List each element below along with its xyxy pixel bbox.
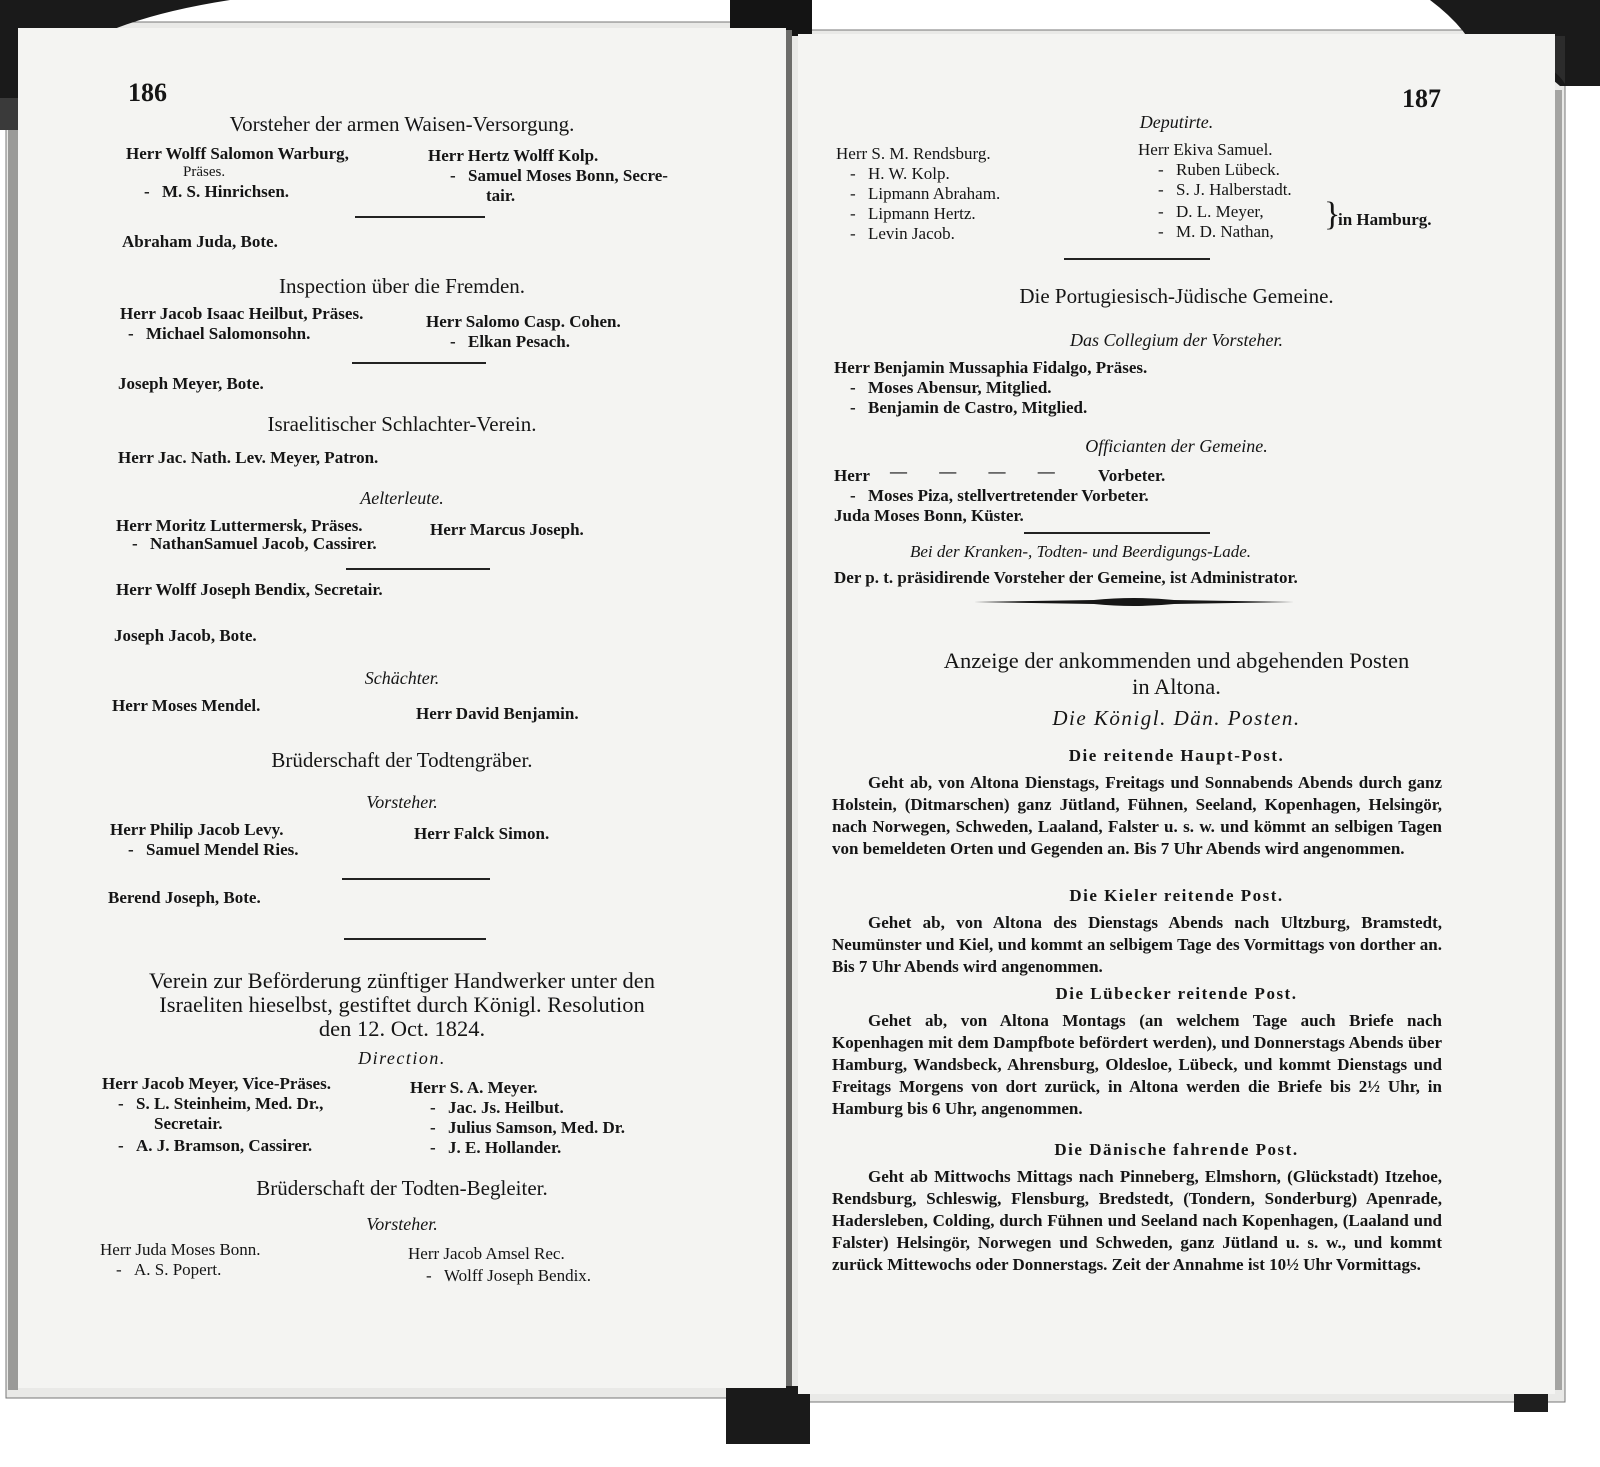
divider	[346, 568, 490, 570]
subheading: Vorsteher.	[366, 792, 438, 812]
bote: Berend Joseph, Bote.	[108, 888, 261, 907]
page-number: 187	[1402, 84, 1441, 113]
subheading: Aelterleute.	[360, 488, 444, 508]
divider	[355, 216, 485, 218]
member-name: Jac. Js. Heilbut.	[448, 1098, 564, 1117]
member-name: Herr Hertz Wolff Kolp.	[428, 146, 599, 165]
subheading: Officianten der Gemeine.	[1085, 436, 1268, 456]
member-title: Präses.	[183, 164, 226, 180]
brace-icon: }	[1324, 196, 1341, 233]
member-name: Herr Philip Jacob Levy.	[110, 820, 284, 839]
officiant-prefix: Herr	[834, 466, 870, 485]
member-name: Herr Salomo Casp. Cohen.	[426, 312, 621, 331]
member-name: Samuel Moses Bonn, Secre-	[468, 166, 668, 185]
member-title: tair.	[486, 186, 516, 205]
member-name: Herr Ekiva Samuel.	[1138, 140, 1273, 159]
bote: Joseph Meyer, Bote.	[118, 374, 264, 393]
member-name: Herr Benjamin Mussaphia Fidalgo, Präses.	[834, 358, 1148, 377]
member-name: Herr David Benjamin.	[416, 704, 579, 723]
member-name: J. E. Hollander.	[448, 1138, 562, 1157]
member-name: Michael Salomonsohn.	[146, 324, 311, 343]
section-heading-verein-line: Verein zur Beförderung zünftiger Handwerker unter den	[148, 968, 656, 993]
subheading: Die Königl. Dän. Posten.	[1052, 706, 1301, 730]
secretair: Herr Wolff Joseph Bendix, Secretair.	[116, 580, 383, 599]
section-heading-fremden: Inspection über die Fremden.	[278, 274, 526, 298]
member-name: A. J. Bramson, Cassirer.	[136, 1136, 313, 1155]
member-name: Herr Jacob Isaac Heilbut, Präses.	[120, 304, 364, 323]
member-name: Herr Jacob Amsel Rec.	[408, 1244, 565, 1263]
page-number: 186	[128, 78, 167, 107]
member-name: Herr Moses Mendel.	[112, 696, 261, 715]
section-heading-todtengraeber: Brüderschaft der Todtengräber.	[271, 748, 533, 772]
member-name: Lipmann Abraham.	[868, 184, 1001, 203]
post-description: Gehet ab, von Altona des Dienstags Abends nach Ultzburg, Bramstedt, Neumünster und Kiel, und kommt an selbigem Tage des Vormittags von dorther an. Bis 7 Uhr Abends wird angenommen.	[832, 913, 1442, 976]
member-name: NathanSamuel Jacob, Cassirer.	[150, 534, 377, 553]
member-name: Elkan Pesach.	[468, 332, 571, 351]
member-name: A. S. Popert.	[134, 1260, 222, 1279]
member-name: Benjamin de Castro, Mitglied.	[868, 398, 1088, 417]
subheading: Deputirte.	[1139, 112, 1214, 132]
post-title: Die Lübecker reitende Post.	[1055, 984, 1298, 1003]
member-title: Secretair.	[154, 1114, 223, 1133]
subheading: Vorsteher.	[366, 1214, 438, 1234]
subheading: Das Collegium der Vorsteher.	[1070, 330, 1283, 350]
divider	[342, 878, 490, 880]
subheading: Direction.	[358, 1048, 446, 1068]
divider	[344, 938, 486, 940]
subheading: Schächter.	[364, 668, 440, 688]
bote: Abraham Juda, Bote.	[122, 232, 278, 251]
divider	[352, 362, 486, 364]
section-heading-posten-line: in Altona.	[1132, 674, 1221, 699]
member-name: Herr Marcus Joseph.	[430, 520, 584, 539]
section-heading-portugiesisch: Die Portugiesisch-Jüdische Gemeine.	[1019, 284, 1334, 308]
blank-dashes: — — — —	[890, 462, 1069, 481]
member-name: Herr Moritz Luttermersk, Präses.	[116, 516, 363, 535]
post-description: Geht ab Mittwochs Mittags nach Pinneberg, Elmshorn, (Glückstadt) Itzehoe, Rendsburg, Schleswig, Flensburg, Bredstedt, (Tondern, Sonderburg) Apenrade, Hadersleben, Colding, durch Fühnen und Seeland nach Kopenhagen, (Laaland und Falster) Helsingör, Norwegen und Schweden, ganz Jütland u. s. w., und kommt zurück Mittewochs oder Donnerstags. Zeit der Annahme ist 10½ Uhr Vormittags.	[832, 1167, 1442, 1274]
post-title: Die Kieler reitende Post.	[1069, 886, 1284, 905]
divider	[1024, 532, 1210, 534]
member-name: Herr Wolff Salomon Warburg,	[126, 144, 349, 163]
member-name: Herr Juda Moses Bonn.	[100, 1240, 261, 1259]
section-heading-waisen: Vorsteher der armen Waisen-Versorgung.	[229, 112, 575, 136]
page-186: 186 Vorsteher der armen Waisen-Versorgung. Herr Wolff Salomon Warburg, Präses. - M. S. Hinrichsen. Herr Hertz Wolff Kolp. - Samuel Moses Bonn, Secre- tair. Abraham Juda, Bote. Inspection über die Fremden. Herr Jacob Isaac Heilbut, Präses. - Michael Salomonsohn. Herr Salomo Casp. Cohen. - Elkan Pesach. Joseph Meyer, Bote. Israelitischer Schlachter-Verein. Herr Jac. Nath. Lev. Meyer, Patron. Aelterleute. Herr Moritz Luttermersk, Präses. - NathanSamuel Jacob, Cassirer. Herr Marcus Joseph. Herr Wolff Joseph Bendix, Secretair. Joseph Jacob, Bote. Schächter. Herr Moses Mendel. Herr David Benjamin. Brüderschaft der Todtengräber. Vorsteher. Herr Philip Jacob Levy. - Samuel Mendel Ries. Herr Falck Simon. Berend Joseph, Bote. Verein zur Beförderung zünftiger Handwerker unter den Israeliten hieselbst, gestiftet durch Königl. Resolution den 12. Oct. 1824. Direction. Herr Jacob Meyer, Vice-Präses. - S. L. Steinheim, Med. Dr., Secretair. - A. J. Bramson, Cassirer. Herr S. A. Meyer. - Jac. Js. Heilbut. - Julius Samson, Med. Dr. - J. E. Hollander. Brüderschaft der Todten-Begleiter. Vorsteher. Herr Juda Moses Bonn. - A. S. Popert. Herr Jacob Amsel Rec. - Wolff Joseph Bendix.	[18, 28, 786, 1388]
post-description: Geht ab, von Altona Dienstags, Freitags und Sonnabends Abends durch ganz Holstein, (Ditmarschen) ganz Jütland, Fühnen, Seeland, Kopenhagen, Helsingör, nach Norwegen, Schweden, Laaland, Falster u. s. w. und kömmt an selbigen Tagen von bemeldeten Orten und Gegenden an. Bis 7 Uhr Abends wird angenommen.	[832, 773, 1442, 858]
section-heading-posten-line: Anzeige der ankommenden und abgehenden Posten	[943, 648, 1410, 673]
post-title: Die reitende Haupt-Post.	[1068, 746, 1285, 765]
member-name: Levin Jacob.	[868, 224, 955, 243]
member-name: Herr S. M. Rendsburg.	[836, 144, 991, 163]
section-heading-verein-line: Israeliten hieselbst, gestiftet durch Königl. Resolution	[159, 992, 645, 1017]
section-heading-schlachter: Israelitischer Schlachter-Verein.	[267, 412, 537, 436]
bracket-note: in Hamburg.	[1338, 210, 1432, 229]
member-name: H. W. Kolp.	[868, 164, 950, 183]
member-name: Juda Moses Bonn, Küster.	[834, 506, 1024, 525]
member-name: Herr S. A. Meyer.	[410, 1078, 538, 1097]
patron: Herr Jac. Nath. Lev. Meyer, Patron.	[118, 448, 379, 467]
member-name: Julius Samson, Med. Dr.	[448, 1118, 625, 1137]
section-heading-verein-line: den 12. Oct. 1824.	[318, 1016, 486, 1041]
member-name: M. S. Hinrichsen.	[162, 182, 290, 201]
member-name: S. L. Steinheim, Med. Dr.,	[136, 1094, 324, 1113]
member-name: Wolff Joseph Bendix.	[444, 1266, 592, 1285]
divider	[1064, 258, 1210, 260]
member-name: Samuel Mendel Ries.	[146, 840, 299, 859]
ornamental-rule	[974, 596, 1294, 608]
bote: Joseph Jacob, Bote.	[114, 626, 257, 645]
section-heading-begleiter: Brüderschaft der Todten-Begleiter.	[256, 1176, 548, 1200]
officiant-role: Vorbeter.	[1098, 466, 1166, 485]
member-name: D. L. Meyer,	[1176, 202, 1264, 221]
post-description: Gehet ab, von Altona Montags (an welchem Tage auch Briefe nach Kopenhagen mit dem Dampfbote befördert werden), und Donnerstags Abends über Hamburg, Wandsbeck, Ahrensburg, Oldesloe, Lübeck, und kommt Dienstags und Freitags Morgens von dort zurück, in Altona werden die Briefe bis 2½ Uhr, in Hamburg bis 6 Uhr, angenommen.	[832, 1011, 1442, 1118]
member-name: Herr Jacob Meyer, Vice-Präses.	[102, 1074, 331, 1093]
member-name: Moses Abensur, Mitglied.	[868, 378, 1052, 397]
post-title: Die Dänische fahrende Post.	[1054, 1140, 1299, 1159]
member-name: Herr Falck Simon.	[414, 824, 550, 843]
administrator-line: Der p. t. präsidirende Vorsteher der Gemeine, ist Administrator.	[834, 568, 1298, 587]
member-name: Lipmann Hertz.	[868, 204, 976, 223]
member-name: Ruben Lübeck.	[1176, 160, 1280, 179]
member-name: M. D. Nathan,	[1176, 222, 1274, 241]
subheading: Bei der Kranken-, Todten- und Beerdigungs-Lade.	[910, 542, 1252, 561]
member-name: Moses Piza, stellvertretender Vorbeter.	[868, 486, 1149, 505]
page-187: 187 Deputirte. Herr S. M. Rendsburg. - H. W. Kolp. - Lipmann Abraham. - Lipmann Hertz. - Levin Jacob. Herr Ekiva Samuel. - Ruben Lübeck. - S. J. Halberstadt. - D. L. Meyer, - M. D. Nathan, } in Hamburg. Die Portugiesisch-Jüdische Gemeine. Das Collegium der Vorsteher. Herr Benjamin Mussaphia Fidalgo, Präses. - Moses Abensur, Mitglied. - Benjamin de Castro, Mitglied. Officianten der Gemeine. Herr — — — — Vorbeter. - Moses Piza, stellvertretender Vorbeter. Juda Moses Bonn, Küster. Bei der Kranken-, Todten- und Beerdigungs-Lade. Der p. t. präsidirende Vorsteher der Gemeine, ist Administrator. Anzeige der ankommenden und abgehenden Posten in Altona. Die Königl. Dän. Posten. Die reitende Haupt-Post. Geht ab, von Altona Dienstags, Freitags und Sonnabends Abends durch ganz Holstein, (Ditmarschen) ganz Jütland, Fühnen, Seeland, Kopenhagen, Helsingör, nach Norwegen, Schweden, Laaland, Falster u. s. w. und kömmt an selbigen Tagen von bemeldeten Orten und Gegenden an. Bis 7 Uhr Abends wird angenommen. Die Kieler reitende Post. Gehet ab, von Altona des Dienstags Abends nach Ultzburg, Bramstedt, Neumünster und Kiel, und kommt an selbigem Tage des Vormittags von dorther an. Bis 7 Uhr Abends wird angenommen. Die Lübecker reitende Post. Gehet ab, von Altona Montags (an welchem Tage auch Briefe nach Kopenhagen mit dem Dampfbote befördert werden), und Donnerstags Abends über Hamburg, Wandsbeck, Ahrensburg, Oldesloe, Lübeck, und kommt Dienstags und Freitags Morgens von dort zurück, in Altona werden die Briefe bis 2½ Uhr, in Hamburg bis 6 Uhr, angenommen. Die Dänische fahrende Post. Geht ab Mittwochs Mittags nach Pinneberg, Elmshorn, (Glückstadt) Itzehoe, Rendsburg, Schleswig, Flensburg, Bredstedt, (Tondern, Sonderburg) Apenrade, Hadersleben, Colding, durch Fühnen und Seeland nach Kopenhagen, (Laaland und Falster) Helsingör, Norwegen und Schweden, ganz Jütland u. s. w., und kommt zurück Mittewochs oder Donnerstags. Zeit der Annahme ist 10½ Uhr Vormittags.	[798, 34, 1555, 1394]
member-name: S. J. Halberstadt.	[1176, 180, 1292, 199]
